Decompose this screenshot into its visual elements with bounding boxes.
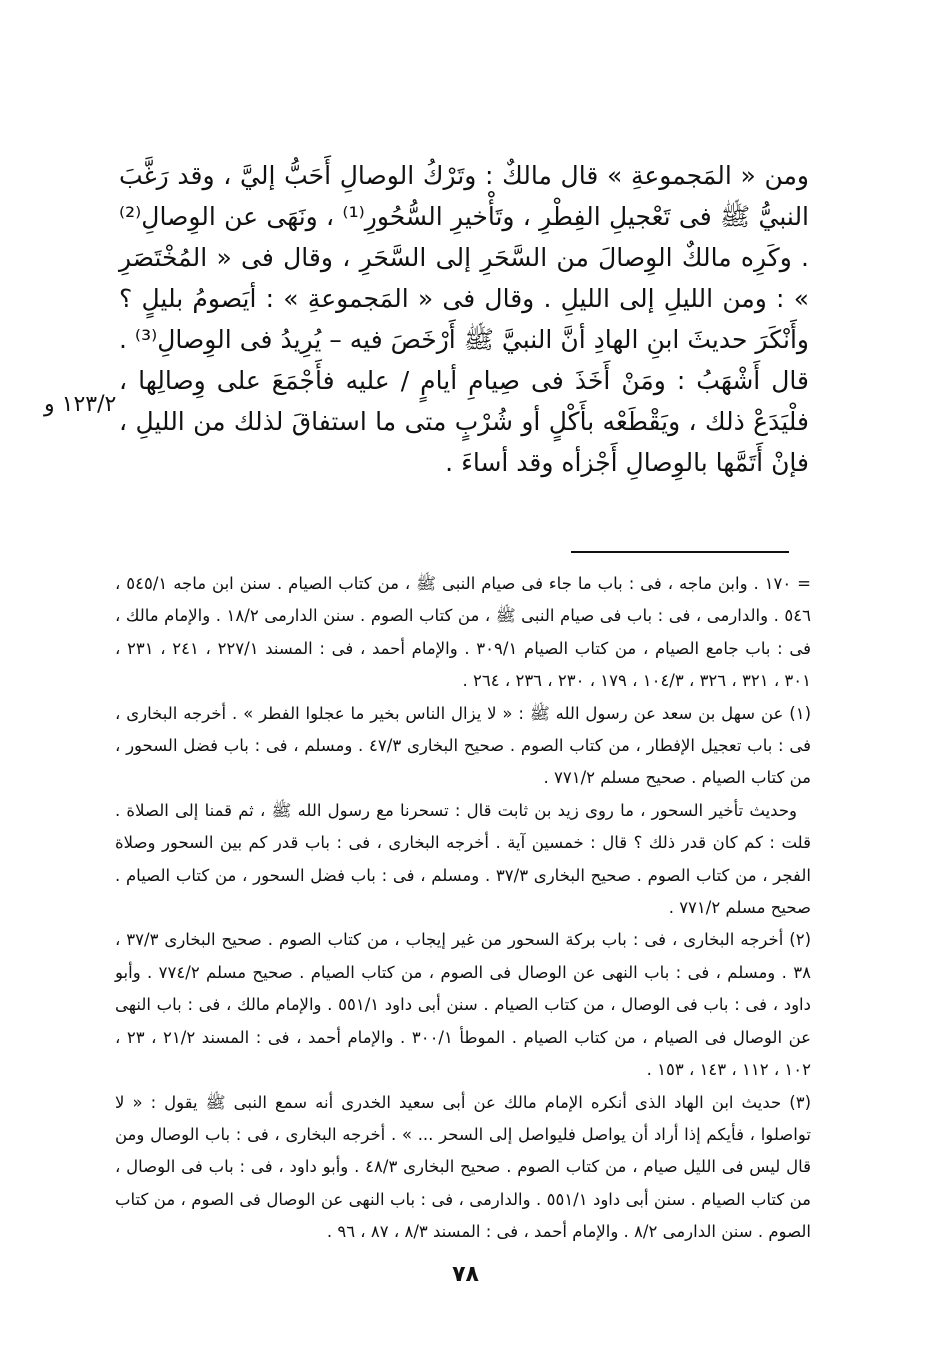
- marginal-manuscript-reference: ١٢٣/٢ و: [44, 392, 117, 417]
- footnote-2: (٢) أخرجه البخارى ، فى : باب بركة السحور من غير إيجاب ، من كتاب الصوم . صحيح البخارى ٣٧/٣ ، ٣٨ . ومسلم ، فى : باب النهى عن الوصال فى الصوم ، من كتاب الصيام . صحيح مسلم ٧٧٤/٢ . وأبو داود ، فى : باب فى الوصال ، من كتاب الصيام . سنن أبى داود ٥٥١/١ . والإمام مالك ، فى : باب النهى عن الوصال فى الصيام ، من كتاب الصيام . الموطأ ٣٠٠/١ . والإمام أحمد ، فى : المسند ٢١/٢ ، ٢٣ ، ١٠٢ ، ١١٢ ، ١٤٣ ، ١٥٣ .: [115, 930, 811, 1080]
- footnote-continuation: = ١٧٠ . وابن ماجه ، فى : باب ما جاء فى صيام النبى ﷺ ، من كتاب الصيام . سنن ابن ماجه ٥٤٥/١ ، ٥٤٦ . والدارمى ، فى : باب فى صيام النبى ﷺ ، من كتاب الصوم . سنن الدارمى ١٨/٢ . والإمام مالك ، فى : باب جامع الصيام ، من كتاب الصيام ٣٠٩/١ . والإمام أحمد ، فى : المسند ٢٢٧/١ ، ٢٤١ ، ٢٣١ ، ٣٠١ ، ٣٢١ ، ٣٢٦ ، ١٠٤/٣ ، ١٧٩ ، ٢٣٠ ، ٢٣٦ ، ٢٦٤ .: [115, 574, 811, 691]
- page-number: ٧٨: [452, 1262, 479, 1287]
- main-paragraph: ومن « المَجموعةِ » قال مالكٌ : وتَرْكُ الوصالِ أَحَبُّ إليَّ ، وقد رَغَّبَ النبيُّ ﷺ فى تَعْجيلِ الفِطْرِ ، وتَأْخيرِ السُّحُورِ⁽¹⁾ ، ونَهَى عن الوِصالِ⁽²⁾ . وكَرِه مالكٌ الوِصالَ من السَّحَرِ إلى السَّحَرِ ، وقال فى « المُخْتَصَرِ » : ومن الليلِ إلى الليلِ . وقال فى « المَجموعةِ » : أيَصومُ بليلٍ ؟ وأَنْكَرَ حديثَ ابنِ الهادِ أنَّ النبيَّ ﷺ أَرْخَصَ فيه – يُرِيدُ فى الوِصالِ⁽³⁾ . قال أَشْهَبُ : ومَنْ أَخَذَ فى صِيامِ أيامٍ / عليه فأَجْمَعَ على وِصالِها ، فلْيَدَعْ ذلك ، ويَقْطَعْه بأَكْلٍ أو شُرْبٍ متى ما استفاقَ لذلك من الليلِ ، فإنْ أَتَمَّها بالوِصالِ أَجْزأه وقد أساءَ .: [119, 161, 810, 477]
- main-text-body: [119, 155, 809, 483]
- footnote-3: (٣) حديث ابن الهاد الذى أنكره الإمام مالك عن أبى سعيد الخدرى أنه سمع النبى ﷺ يقول : « لا تواصلوا ، فأيكم إذا أراد أن يواصل فليواصل إلى السحر ... » . أخرجه البخارى ، فى : باب الوصال ومن قال ليس فى الليل صيام ، من كتاب الصوم . صحيح البخارى ٤٨/٣ . وأبو داود ، فى : باب فى الوصال ، من كتاب الصيام . سنن أبى داود ٥٥١/١ . والدارمى ، فى : باب النهى عن الوصال فى الصوم ، من كتاب الصوم . سنن الدارمى ٨/٢ . والإمام أحمد ، فى : المسند ٨/٣ ، ٨٧ ، ٩٦ .: [115, 1092, 812, 1242]
- footnote-1: (١) عن سهل بن سعد عن رسول الله ﷺ : « لا يزال الناس بخير ما عجلوا الفطر » . أخرجه البخارى ، فى : باب تعجيل الإفطار ، من كتاب الصوم . صحيح البخارى ٤٧/٣ . ومسلم ، فى : باب فضل السحور ، من كتاب الصيام . صحيح مسلم ٧٧١/٢ .: [115, 703, 811, 788]
- footnote-1-continued: وحديث تأخير السحور ، ما روى زيد بن ثابت قال : تسحرنا مع رسول الله ﷺ ، ثم قمنا إلى الصلاة . قلت : كم كان قدر ذلك ؟ قال : خمسين آية . أخرجه البخارى ، فى : باب قدر كم بين السحور وصلاة الفجر ، من كتاب الصوم . صحيح البخارى ٣٧/٣ . ومسلم ، فى : باب فضل السحور ، من كتاب الصيام . صحيح مسلم ٧٧١/٢ .: [115, 800, 812, 918]
- footnotes-section: [115, 568, 811, 1249]
- footnote-separator: [571, 551, 789, 553]
